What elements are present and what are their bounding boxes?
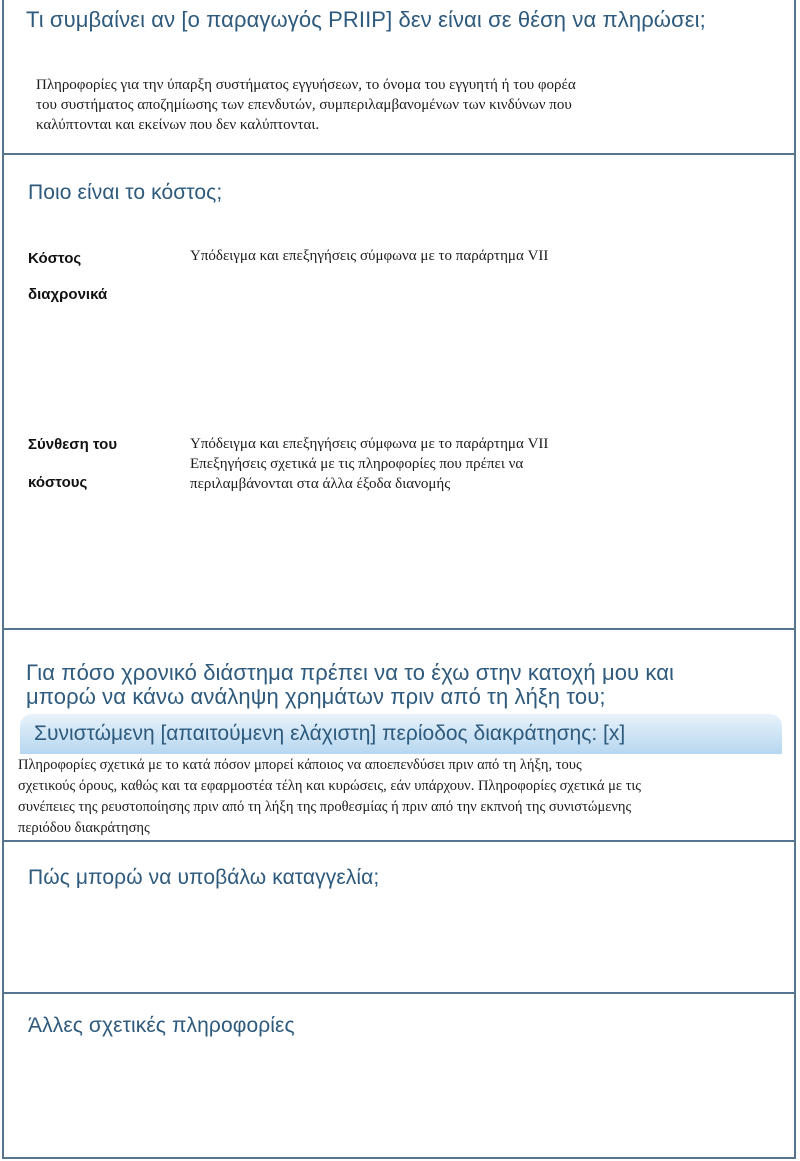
section-complaints	[4, 842, 794, 992]
cost-composition-label-1: Σύνθεση του	[28, 436, 118, 453]
holding-period-line-1: Πληροφορίες σχετικά με το κατά πόσον μπορεί κάποιος να αποεπενδύσει πριν από τη λήξη, τους	[18, 757, 582, 773]
section-complaints-title: Πώς μπορώ να υποβάλω καταγγελία;	[28, 866, 380, 889]
recommended-holding-period-text: Συνιστώμενη [απαιτούμενη ελάχιστη] περίοδος διακράτησης: [x]	[34, 722, 626, 745]
section-default-risk-line-2: του συστήματος αποζημίωσης των επενδυτών, συμπεριλαμβανομένων των κινδύνων που	[36, 97, 572, 113]
holding-period-line-3: συνέπειες της ρευστοποίησης πριν από τη λήξη της προθεσμίας ή πριν από την εκπνοή της συνιστώμενης	[18, 799, 632, 815]
cost-composition-line-3: περιλαμβάνονται στα άλλα έξοδα διανομής	[190, 476, 451, 492]
section-default-risk-title: Τι συμβαίνει αν [ο παραγωγός PRIIP] δεν είναι σε θέση να πληρώσει;	[26, 7, 706, 32]
kid-document-page	[2, 0, 796, 1159]
section-holding-period-title-2: μπορώ να κάνω ανάληψη χρημάτων πριν από τη λήξη του;	[26, 684, 606, 709]
section-default-risk-line-3: καλύπτονται και εκείνων που δεν καλύπτονται.	[36, 117, 320, 133]
cost-composition-line-1: Υπόδειγμα και επεξηγήσεις σύμφωνα με το παράρτημα VII	[190, 436, 549, 452]
section-costs-title: Ποιο είναι το κόστος;	[28, 181, 223, 204]
costs-over-time-label-1: Κόστος	[28, 250, 82, 267]
cost-composition-line-2: Επεξηγήσεις σχετικά με τις πληροφορίες που πρέπει να	[190, 456, 524, 472]
section-costs	[4, 155, 794, 629]
holding-period-line-4: περιόδου διακράτησης	[18, 820, 150, 836]
section-other-info	[4, 994, 794, 1159]
recommended-holding-period-banner	[20, 714, 782, 754]
holding-period-line-2: σχετικούς όρους, καθώς και τα εφαρμοστέα τέλη και κυρώσεις, εάν υπάρχουν. Πληροφορίες σχετικά με τις	[18, 778, 642, 794]
costs-over-time-text: Υπόδειγμα και επεξηγήσεις σύμφωνα με το παράρτημα VII	[190, 248, 549, 264]
cost-composition-label-2: κόστους	[28, 474, 88, 491]
section-other-info-title: Άλλες σχετικές πληροφορίες	[28, 1014, 295, 1037]
section-holding-period-title-1: Για πόσο χρονικό διάστημα πρέπει να το έχω στην κατοχή μου και	[26, 660, 675, 685]
costs-over-time-label-2: διαχρονικά	[28, 286, 108, 303]
section-default-risk-line-1: Πληροφορίες για την ύπαρξη συστήματος εγγυήσεων, το όνομα του εγγυητή ή του φορέα	[36, 77, 576, 93]
section-default-risk	[4, 0, 794, 154]
